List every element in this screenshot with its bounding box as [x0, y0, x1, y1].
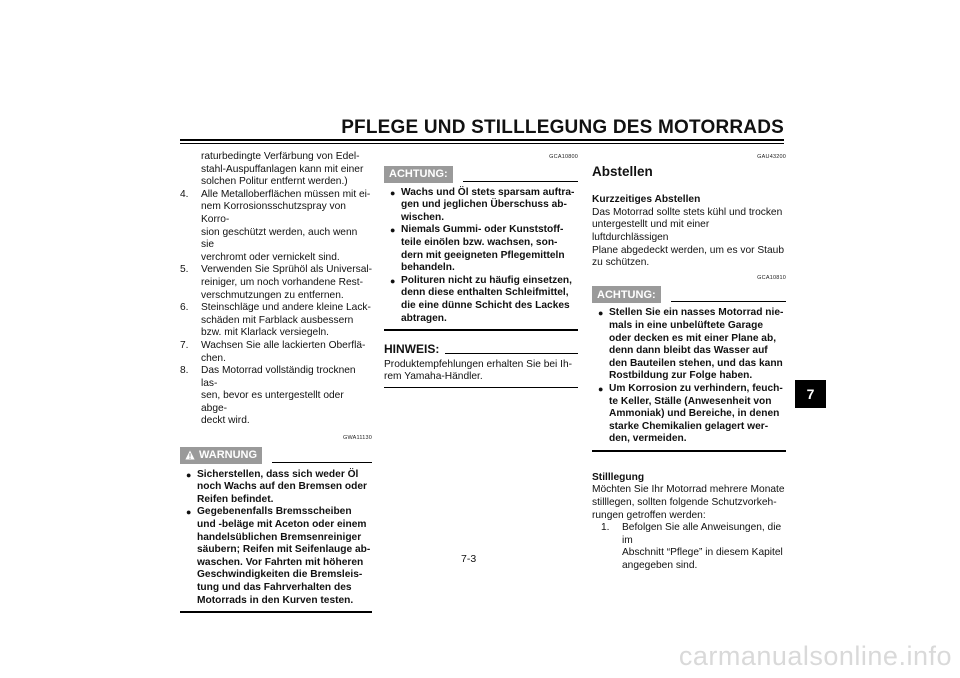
text-line: handelsüblichen Bremsenreiniger	[197, 531, 362, 543]
text-line: Befolgen Sie alle Anweisungen, die im	[622, 522, 782, 546]
text-line: die eine dünne Schicht des Lackes	[401, 299, 570, 311]
note-rule	[445, 353, 578, 354]
list-item	[180, 365, 372, 428]
text-line: bzw. mit Klarlack versiegeln.	[201, 327, 329, 339]
bullet-dot-icon: ●	[390, 225, 396, 236]
text-line: Polituren nicht zu häufig einsetzen,	[401, 274, 572, 286]
caution-bullet	[390, 187, 578, 225]
caution-badge: ACHTUNG:	[592, 286, 661, 303]
caution-badge: ACHTUNG:	[384, 166, 453, 183]
text-line: Möchten Sie Ihr Motorrad mehrere Monate	[592, 484, 785, 496]
reference-code: GAU43200	[757, 154, 786, 160]
warning-list	[180, 469, 372, 608]
caution-bullet	[598, 307, 786, 383]
text-line: Geschwindigkeiten die Bremsleis-	[197, 569, 363, 581]
warning-label: WARNUNG	[199, 448, 258, 461]
text-line: Gegebenenfalls Bremsscheiben	[197, 506, 352, 518]
text-line: raturbedingte Verfärbung von Edel-	[201, 151, 360, 162]
text-line: dern mit geeigneten Pflegemitteln	[401, 249, 565, 261]
text-line: Plane abgedeckt werden, um es vor Staub	[592, 244, 784, 256]
note-label: HINWEIS:	[384, 342, 440, 357]
list-item	[180, 264, 372, 302]
column-left	[180, 151, 372, 613]
text-line: Wachsen Sie alle lackierten Oberflä-	[201, 339, 366, 351]
text-line: teile einölen bzw. wachsen, son-	[401, 236, 558, 248]
note-end-rule	[384, 387, 578, 388]
text-line: Das Motorrad sollte stets kühl und trocken	[592, 206, 783, 218]
caution-list	[592, 307, 786, 446]
bullet-dot-icon: ●	[598, 383, 604, 394]
caution-bullet	[390, 275, 578, 325]
text-line: tung und das Fahrverhalten des	[197, 582, 352, 593]
caution-header	[592, 286, 786, 303]
text-line: Stellen Sie ein nasses Motorrad nie-	[609, 307, 784, 319]
list-item	[601, 522, 786, 572]
paragraph	[592, 207, 786, 270]
text-line: oder decken es mit einer Plane ab,	[609, 332, 777, 344]
text-line: gen und jeglichen Überschuss ab-	[401, 199, 567, 211]
list-number: 5.	[180, 264, 189, 276]
warning-bullet	[186, 469, 372, 507]
text-line: wischen.	[401, 211, 445, 223]
page-title: PFLEGE UND STILLLEGUNG DES MOTORRADS	[341, 117, 784, 138]
text-line: deckt wird.	[201, 415, 250, 427]
text-line: Um Korrosion zu verhindern, feuch-	[609, 382, 783, 394]
paragraph	[592, 484, 786, 522]
caution-list	[384, 187, 578, 326]
text-line: Wachs und Öl stets sparsam auftra-	[401, 186, 575, 198]
text-line: Das Motorrad vollständig trocknen las-	[201, 365, 356, 389]
bullet-dot-icon: ●	[598, 308, 604, 319]
text-line: rungen getroffen werden:	[592, 509, 706, 521]
text-line: stilllegen, sollten folgende Schutzvorkeh-	[592, 497, 777, 509]
column-middle	[384, 151, 578, 388]
text-line: Alle Metalloberflächen müssen mit ei-	[201, 188, 371, 200]
note-body	[384, 359, 578, 384]
text-line: sion geschützt werden, auch wenn sie	[201, 226, 358, 251]
text-line: schäden mit Farblack ausbessern	[201, 314, 354, 326]
list-item	[180, 340, 372, 365]
list-item	[180, 189, 372, 265]
list-number: 7.	[180, 339, 189, 351]
caution-rule	[463, 181, 578, 182]
watermark: carmanualsonline.info	[678, 641, 952, 671]
text-line: denn diese enthalten Schleifmittel,	[401, 287, 569, 299]
text-line: behandeln.	[401, 262, 455, 274]
warning-bullet	[186, 506, 372, 607]
caution-end-rule	[592, 450, 786, 452]
bullet-dot-icon: ●	[390, 187, 396, 198]
bullet-dot-icon: ●	[390, 275, 396, 286]
chapter-tab: 7	[795, 380, 826, 408]
text-line: Produktempfehlungen erhalten Sie bei Ih-	[384, 358, 573, 370]
warning-rule	[272, 462, 372, 463]
text-line: noch Wachs auf den Bremsen oder	[197, 481, 368, 493]
text-line: verschmutzungen zu entfernen.	[201, 289, 344, 301]
reference-code: GCA10800	[549, 154, 578, 160]
text-line: Sicherstellen, dass sich weder Öl	[197, 468, 359, 480]
caution-bullet	[598, 383, 786, 446]
note-header	[384, 343, 578, 356]
text-line: Niemals Gummi- oder Kunststoff-	[401, 224, 564, 236]
reference-code: GCA10810	[757, 274, 786, 281]
text-line: solchen Politur entfernt werden.)	[201, 176, 348, 188]
subsection-heading: Kurzzeitiges Abstellen	[592, 194, 701, 206]
warning-triangle-icon	[185, 450, 195, 460]
page-number: 7-3	[461, 553, 477, 565]
warning-end-rule	[180, 611, 372, 613]
text-line: stahl-Auspuffanlagen kann mit einer	[201, 163, 364, 175]
list-number: 6.	[180, 302, 189, 314]
column-right	[592, 151, 786, 573]
text-line: zu schützen.	[592, 257, 650, 269]
text-line: denn dann bleibt das Wasser auf	[609, 345, 768, 357]
text-line: Reifen befindet.	[197, 493, 274, 505]
warning-badge	[180, 447, 262, 464]
caution-bullet	[390, 224, 578, 274]
text-line: sen, bevor es untergestellt oder abge-	[201, 390, 344, 414]
caution-header	[384, 166, 578, 183]
text-line: waschen. Vor Fahrten mit höheren	[197, 556, 364, 568]
text-line: Motorrads in den Kurven testen.	[197, 594, 354, 606]
text-line: mals in eine unbelüftete Garage	[609, 319, 763, 331]
text-line: und -beläge mit Aceton oder einem	[197, 519, 367, 531]
bullet-dot-icon: ●	[186, 507, 192, 518]
text-line: starke Chemikalien gelagert wer-	[609, 420, 769, 432]
text-line: Rostbildung zur Folge haben.	[609, 370, 753, 382]
text-line: abtragen.	[401, 312, 447, 324]
header-rule-thin	[180, 143, 784, 144]
list-item	[180, 302, 372, 340]
text-line: Verwenden Sie Sprühöl als Universal-	[201, 264, 373, 276]
section-heading: Abstellen	[592, 163, 653, 179]
text-line: angegeben sind.	[622, 560, 698, 572]
list-number: 4.	[180, 188, 189, 200]
list-number: 1.	[601, 522, 610, 534]
text-line: den Bauteilen stehen, und das kann	[609, 357, 783, 369]
text-line: säubern; Reifen mit Seifenlauge ab-	[197, 544, 371, 556]
text-line: Abschnitt “Pflege” in diesem Kapitel	[622, 547, 783, 559]
bullet-dot-icon: ●	[186, 469, 192, 480]
caution-end-rule	[384, 329, 578, 331]
caution-rule	[671, 301, 786, 302]
continued-paragraph	[180, 151, 372, 189]
text-line: untergestellt und mit einer luftdurchlässigen	[592, 219, 710, 243]
list-number: 8.	[180, 365, 189, 377]
text-line: Ammoniak) und Bereiche, in denen	[609, 408, 780, 420]
reference-code: GWA11130	[342, 435, 372, 442]
warning-header	[180, 447, 372, 464]
text-line: te Keller, Ställe (Anwesenheit von	[609, 395, 772, 407]
text-line: chen.	[201, 352, 226, 364]
text-line: Steinschläge und andere kleine Lack-	[201, 302, 371, 314]
text-line: den, vermeiden.	[609, 433, 687, 445]
header-rule	[180, 139, 784, 141]
text-line: verchromt oder vernickelt sind.	[201, 251, 340, 263]
text-line: reiniger, um noch vorhandene Rest-	[201, 276, 363, 288]
subsection-heading: Stilllegung	[592, 471, 645, 483]
text-line: rem Yamaha-Händler.	[384, 371, 483, 383]
text-line: nem Korrosionsschutzspray von Korro-	[201, 201, 346, 225]
